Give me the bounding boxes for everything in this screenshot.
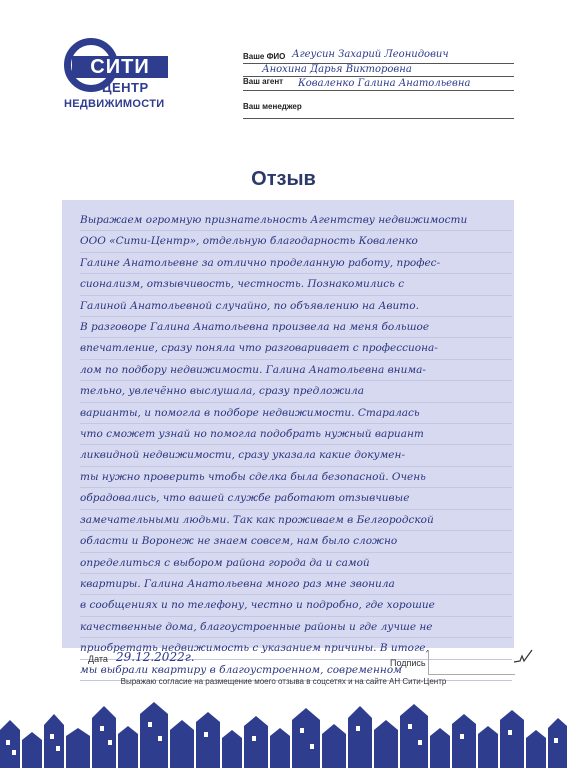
review-line: сионализм, отзывчивость, честность. Познакомились с: [80, 274, 512, 295]
review-line: ООО «Сити-Центр», отдельную благодарность Коваленко: [80, 231, 512, 252]
review-line: качественные дома, благоустроенные районы и где лучше не: [80, 617, 512, 638]
review-line: мы выбрали квартиру в благоустроенном, современном: [80, 660, 512, 681]
review-line: замечательными людьми. Так как проживаем в Белгородской: [80, 510, 512, 531]
review-line: в сообщениях и по телефону, честно и подробно, где хорошие: [80, 595, 512, 616]
signature-label: Подпись: [390, 658, 426, 668]
fio-label: Ваше ФИО: [243, 52, 286, 61]
agent-underline: [243, 90, 514, 91]
review-line: В разговоре Галина Анатольевна произвела на меня большое: [80, 317, 512, 338]
review-text: [80, 210, 512, 681]
logo-brand-center: ЦЕНТР: [102, 80, 149, 95]
review-line: что сможет узнай но помогла подобрать нужный вариант: [80, 424, 512, 445]
review-line: квартиры. Галина Анатольевна много раз мне звонила: [80, 574, 512, 595]
review-line: обрадовались, что вашей службе работают отзывчивые: [80, 488, 512, 509]
company-logo: [62, 36, 174, 116]
signature-mark-icon: [512, 648, 534, 664]
agent-label: Ваш агент: [243, 77, 284, 86]
city-skyline-icon: [0, 700, 567, 768]
review-line: определиться с выбором района города да и самой: [80, 553, 512, 574]
logo-brand-main: СИТИ: [72, 56, 168, 78]
date-label: Дата: [88, 654, 108, 664]
manager-underline: [243, 118, 514, 119]
agent-value: Коваленко Галина Анатольевна: [298, 78, 471, 89]
review-line: варианты, и помогла в подборе недвижимости. Старалась: [80, 403, 512, 424]
signature-field: [428, 650, 515, 675]
manager-label: Ваш менеджер: [243, 102, 302, 111]
review-line: ты нужно проверить чтобы сделка была безопасной. Очень: [80, 467, 512, 488]
review-line: ликвидной недвижимости, сразу указала какие докумен-: [80, 445, 512, 466]
review-line: приобретать недвижимость с указанием причины. В итоге,: [80, 638, 512, 659]
review-line: впечатление, сразу поняла что разговаривает с профессиона-: [80, 338, 512, 359]
fio-value-line2: Анохина Дарья Викторовна: [262, 64, 412, 75]
review-line: Галине Анатольевне за отлично проделанную работу, профес-: [80, 253, 512, 274]
logo-brand-sub: НЕДВИЖИМОСТИ: [64, 98, 165, 110]
page-title: Отзыв: [251, 168, 316, 190]
review-line: области и Воронеж не знаем совсем, нам было сложно: [80, 531, 512, 552]
review-line: лом по подбору недвижимости. Галина Анатольевна внима-: [80, 360, 512, 381]
review-line: Галиной Анатольевной случайно, по объявлению на Авито.: [80, 296, 512, 317]
fio-underline-2: [243, 76, 514, 77]
consent-text: Выражаю согласие на размещение моего отзыва в соцсетях и на сайте АН Сити-Центр: [120, 677, 447, 686]
review-line: тельно, увлечённо выслушала, сразу предложила: [80, 381, 512, 402]
review-line: Выражаем огромную признательность Агентству недвижимости: [80, 210, 512, 231]
date-value: 29.12.2022г.: [116, 650, 195, 664]
fio-value-line1: Агеусин Захарий Леонидович: [292, 49, 449, 60]
